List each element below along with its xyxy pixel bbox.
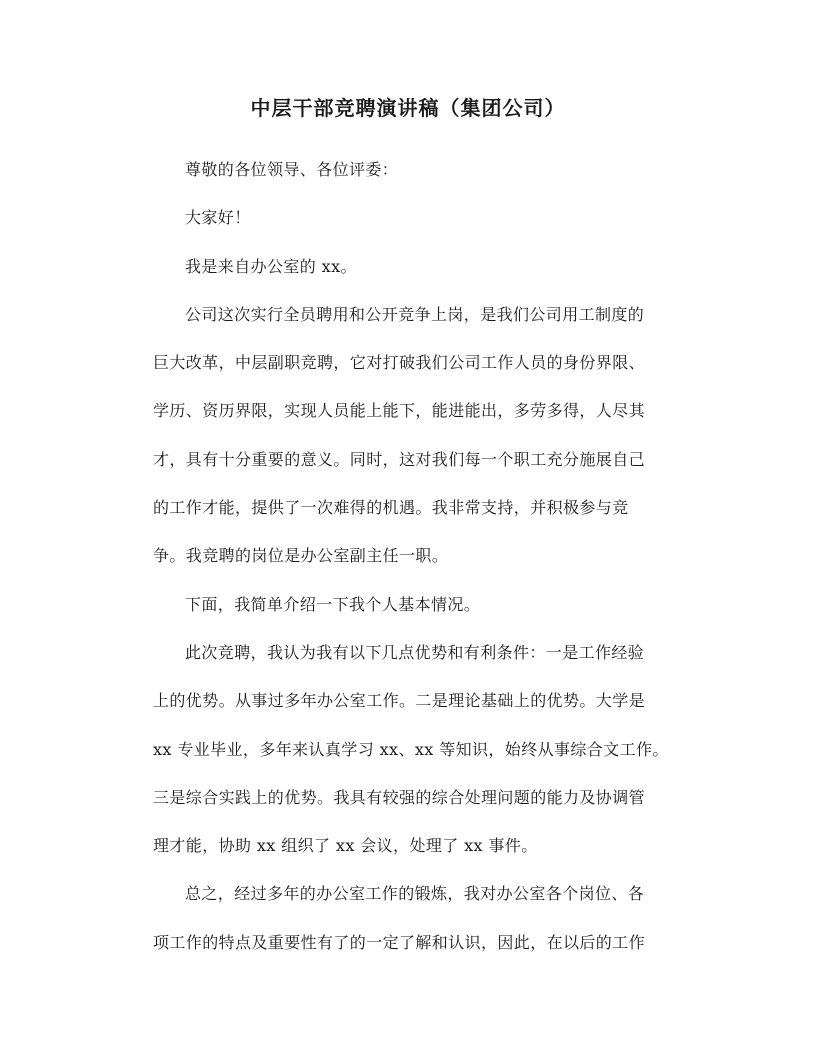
text-line: 三是综合实践上的优势。我具有较强的综合处理问题的能力及协调管	[153, 787, 646, 807]
text-line: 项工作的特点及重要性有了的一定了解和认识，因此，在以后的工作	[153, 932, 646, 952]
text-line: 学历、资历界限，实现人员能上能下，能进能出，多劳多得，人尽其	[153, 401, 646, 421]
text-line: 的工作才能，提供了一次难得的机遇。我非常支持，并积极参与竞	[153, 498, 629, 518]
text-line: 下面，我简单介绍一下我个人基本情况。	[185, 594, 481, 614]
text-line: 总之，经过多年的办公室工作的锻炼，我对办公室各个岗位、各	[185, 884, 645, 904]
paragraph-advantages	[121, 629, 689, 870]
text-line: 争。我竞聘的岗位是办公室副主任一职。	[153, 546, 449, 566]
document-title: 中层干部竞聘演讲稿（集团公司）	[250, 96, 566, 120]
document-body	[121, 146, 689, 967]
text-line: 公司这次实行全员聘用和公开竞争上岗，是我们公司用工制度的	[185, 304, 645, 324]
paragraph-transition	[121, 581, 689, 629]
text-line: 大家好！	[185, 208, 251, 228]
paragraph-salutation	[121, 146, 689, 194]
text-line: 我是来自办公室的 xx。	[185, 256, 357, 276]
text-line: 此次竞聘，我认为我有以下几点优势和有利条件：一是工作经验	[185, 642, 645, 662]
paragraph-greeting	[121, 194, 689, 242]
text-line: 巨大改革，中层副职竞聘，它对打破我们公司工作人员的身份界限、	[153, 353, 646, 373]
paragraph-self-intro	[121, 243, 689, 291]
text-line: 理才能，协助 xx 组织了 xx 会议，处理了 xx 事件。	[153, 836, 538, 856]
paragraph-summary	[121, 870, 689, 967]
text-line: 尊敬的各位领导、各位评委：	[185, 160, 399, 179]
text-line: 才，具有十分重要的意义。同时，这对我们每一个职工充分施展自己	[153, 449, 646, 469]
text-line: xx 专业毕业，多年来认真学习 xx、xx 等知识，始终从事综合文工作。	[153, 739, 669, 759]
paragraph-reform	[121, 291, 689, 581]
text-line: 上的优势。从事过多年办公室工作。二是理论基础上的优势。大学是	[153, 691, 646, 711]
